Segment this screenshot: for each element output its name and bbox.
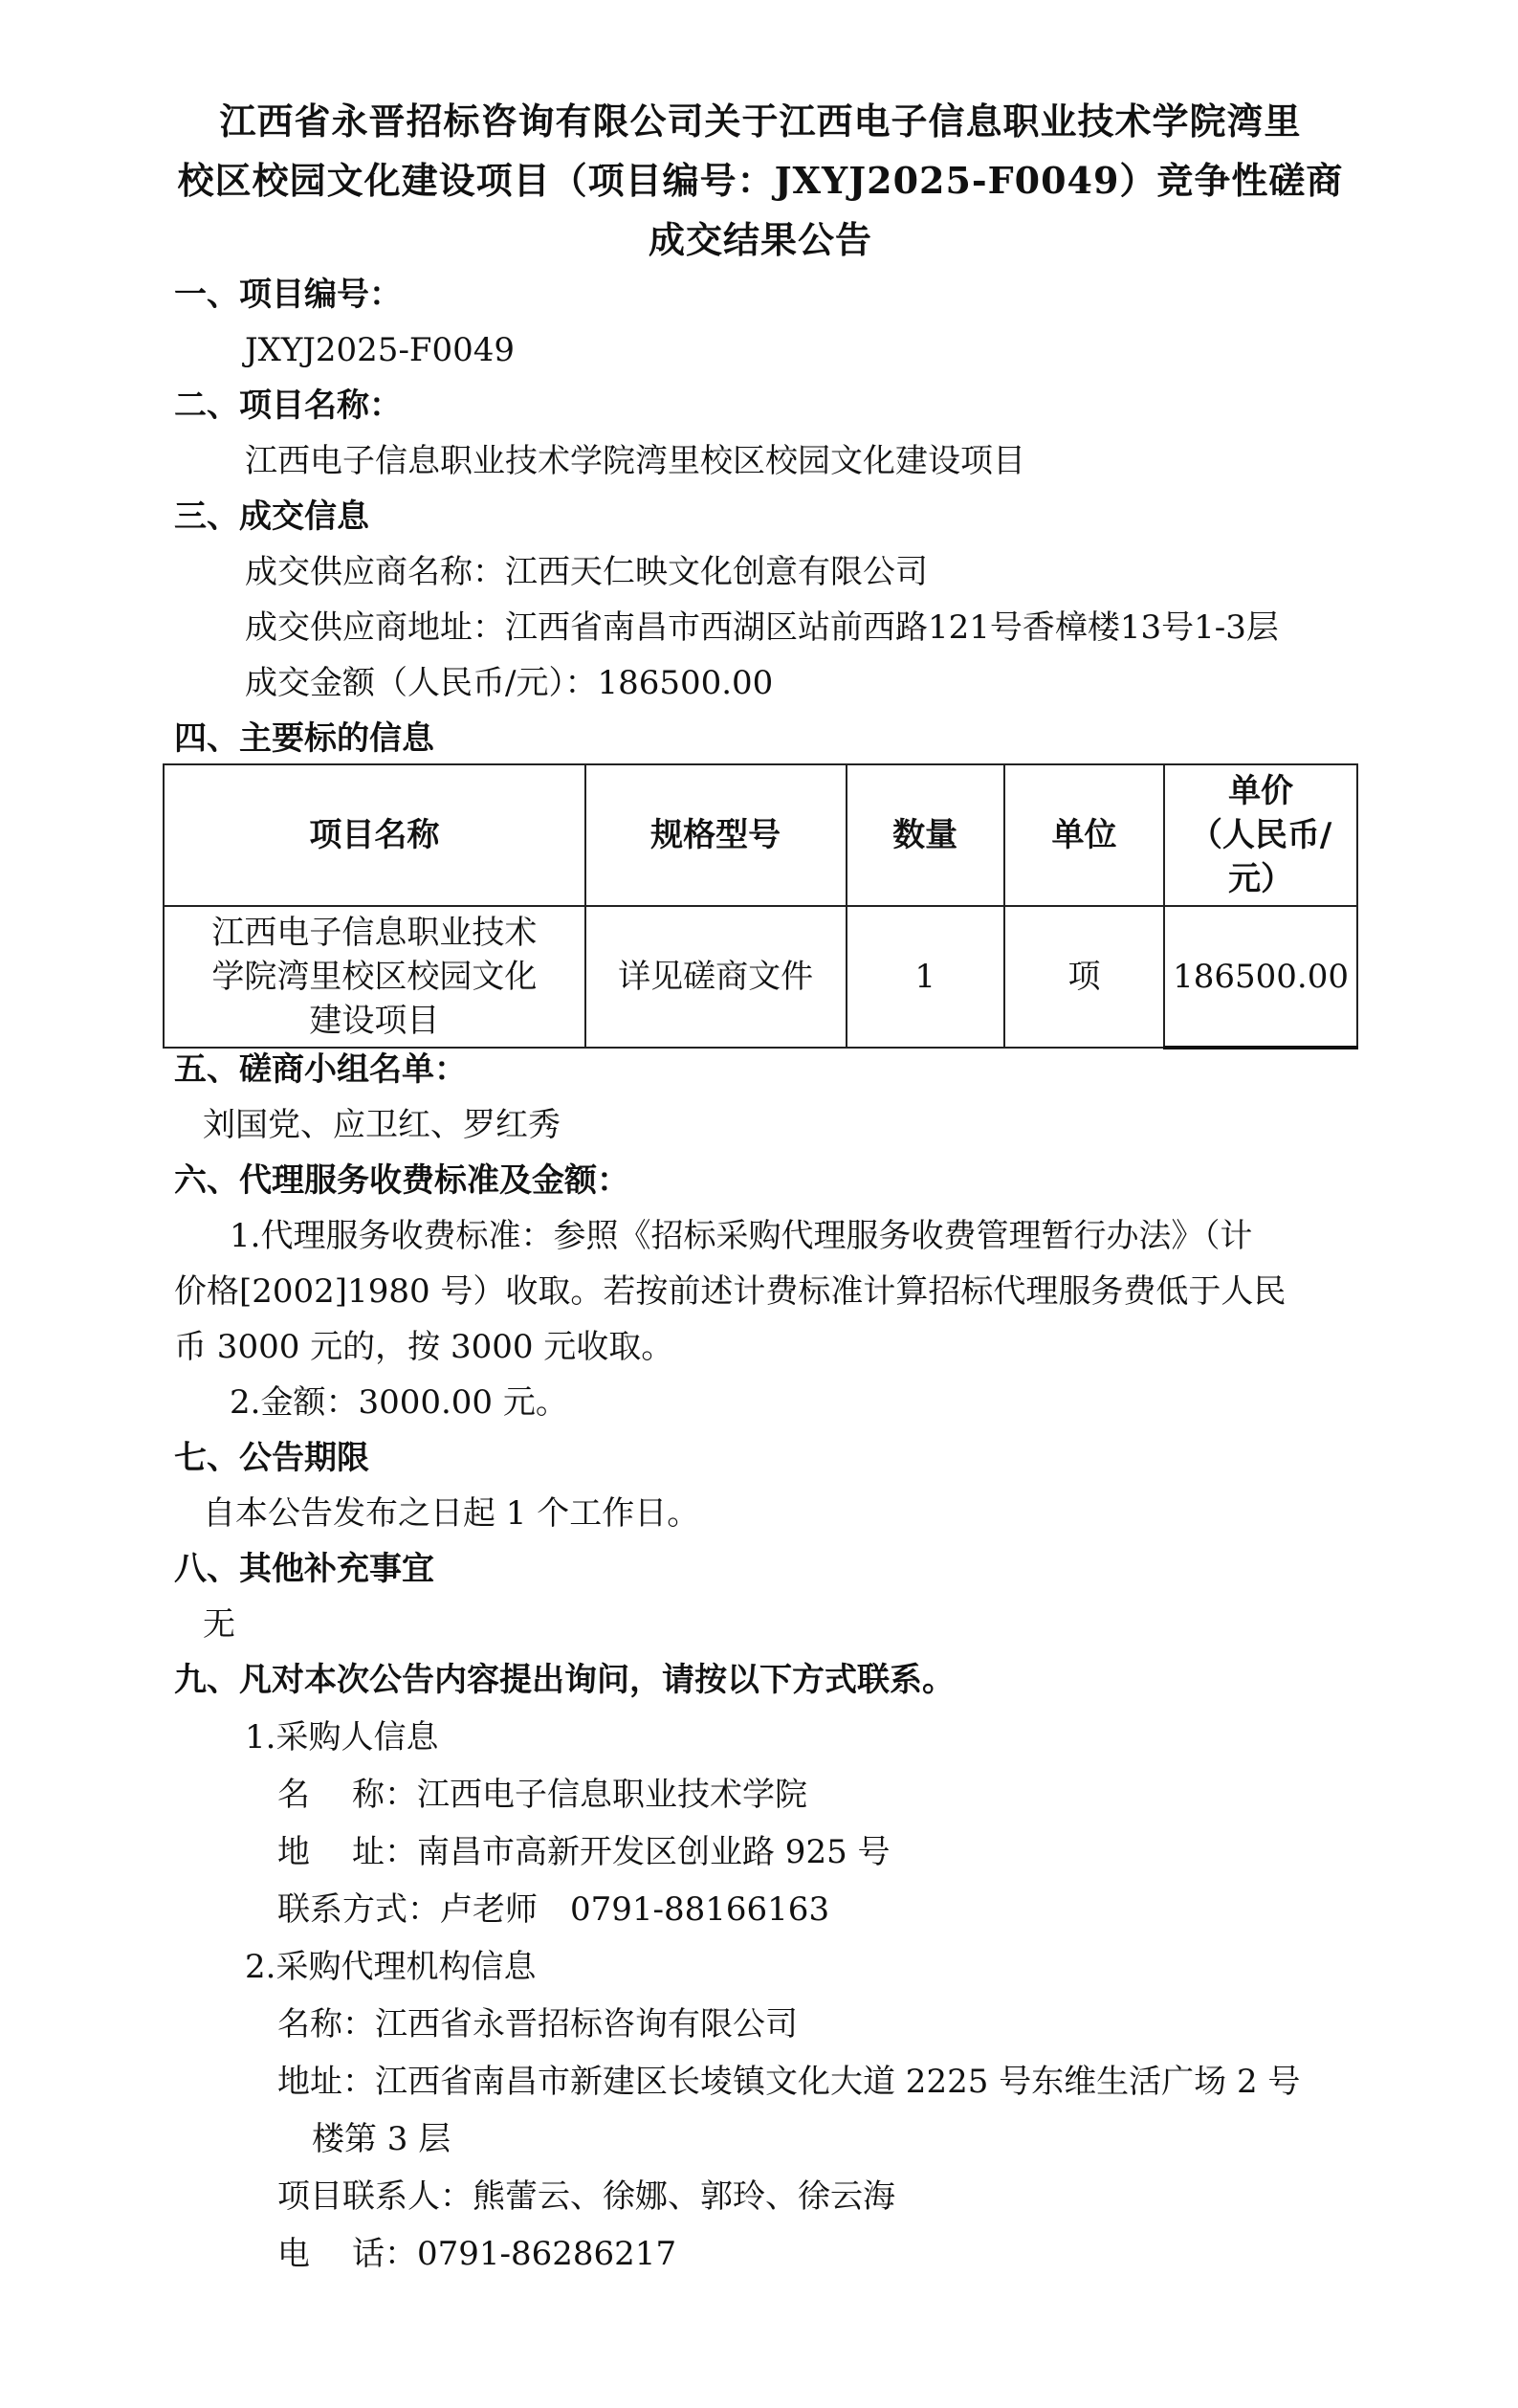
cell-item-name: [164, 906, 585, 1048]
supplier-address: 成交供应商地址：江西省南昌市西湖区站前西路121号香樟楼13号1-3层: [245, 608, 1279, 647]
section-2-heading: 二、项目名称：: [174, 387, 402, 425]
agent-phone-label: 电 话: [277, 2235, 385, 2273]
header-spec: 规格型号: [585, 764, 847, 906]
other-matters: 无: [203, 1605, 235, 1644]
cell-item-name-line-3: 建设项目: [309, 1002, 440, 1040]
supplier-name: 成交供应商名称：江西天仁映文化创意有限公司: [245, 553, 928, 591]
section-4-heading: 四、主要标的信息: [174, 719, 434, 758]
section-7-heading: 七、公告期限: [174, 1439, 369, 1477]
buyer-name-row: [277, 1774, 807, 1816]
agent-contact-persons: 项目联系人：熊蕾云、徐娜、郭玲、徐云海: [277, 2177, 895, 2216]
buyer-name: ：江西电子信息职业技术学院: [385, 1776, 807, 1814]
agent-phone-row: [277, 2233, 676, 2275]
agent-name: 名称：江西省永晋招标咨询有限公司: [277, 2005, 798, 2043]
cell-quantity: 1: [847, 906, 1004, 1048]
agent-phone: ：0791-86286217: [385, 2235, 677, 2273]
header-quantity: 数量: [847, 764, 1004, 906]
fee-standard-line-3: 币 3000 元的，按 3000 元收取。: [174, 1328, 674, 1366]
notice-period: 自本公告发布之日起 1 个工作日。: [203, 1494, 700, 1533]
agent-info-title: 2.采购代理机构信息: [245, 1948, 537, 1986]
title-line-3: 成交结果公告: [648, 218, 872, 261]
page-title: [143, 92, 1377, 270]
section-1-heading: 一、项目编号：: [174, 276, 402, 314]
section-3-heading: 三、成交信息: [174, 497, 369, 536]
buyer-name-label: 名 称: [277, 1776, 385, 1814]
table-header-row: [164, 764, 1357, 906]
table-row: [164, 906, 1357, 1048]
cell-unit-price: 186500.00: [1164, 906, 1357, 1048]
project-name: 江西电子信息职业技术学院湾里校区校园文化建设项目: [245, 442, 1025, 480]
section-6-heading: 六、代理服务收费标准及金额：: [174, 1161, 629, 1200]
title-line-1: 江西省永晋招标咨询有限公司关于江西电子信息职业技术学院湾里: [219, 99, 1302, 143]
cell-item-name-line-1: 江西电子信息职业技术: [211, 914, 538, 952]
header-unit-price-label: 单价: [1228, 772, 1294, 810]
header-unit-price-currency: （人民币/元）: [1189, 816, 1332, 898]
fee-standard-line-2: 价格[2002]1980 号）收取。若按前述计费标准计算招标代理服务费低于人民: [174, 1272, 1287, 1311]
title-line-2: 校区校园文化建设项目（项目编号：JXYJ2025-F0049）竞争性磋商: [177, 159, 1344, 202]
cell-item-name-line-2: 学院湾里校区校园文化: [211, 958, 538, 996]
agent-address-line-1: 地址：江西省南昌市新建区长堎镇文化大道 2225 号东维生活广场 2 号: [277, 2063, 1301, 2101]
header-item-name: 项目名称: [164, 764, 585, 906]
header-unit-price: [1164, 764, 1357, 906]
section-5-heading: 五、磋商小组名单：: [174, 1050, 467, 1089]
cell-unit: 项: [1004, 906, 1164, 1048]
agent-address-line-2: 楼第 3 层: [312, 2120, 451, 2158]
fee-amount: 2.金额：3000.00 元。: [230, 1383, 568, 1422]
buyer-info-title: 1.采购人信息: [245, 1718, 439, 1756]
header-unit: 单位: [1004, 764, 1164, 906]
fee-standard-line-1: 1.代理服务收费标准：参照《招标采购代理服务收费管理暂行办法》（计: [230, 1217, 1253, 1255]
project-number: JXYJ2025-F0049: [245, 331, 516, 369]
deal-amount: 成交金额（人民币/元）：186500.00: [245, 664, 774, 702]
subject-matter-table: [163, 763, 1358, 1049]
buyer-address-row: [277, 1831, 891, 1873]
buyer-address: ：南昌市高新开发区创业路 925 号: [385, 1833, 891, 1871]
section-8-heading: 八、其他补充事宜: [174, 1550, 434, 1588]
section-9-heading: 九、凡对本次公告内容提出询问，请按以下方式联系。: [174, 1661, 955, 1699]
buyer-contact: 联系方式：卢老师 0791-88166163: [277, 1890, 830, 1929]
cell-spec: 详见磋商文件: [585, 906, 847, 1048]
buyer-address-label: 地 址: [277, 1833, 385, 1871]
panel-members: 刘国党、应卫红、罗红秀: [203, 1106, 561, 1144]
